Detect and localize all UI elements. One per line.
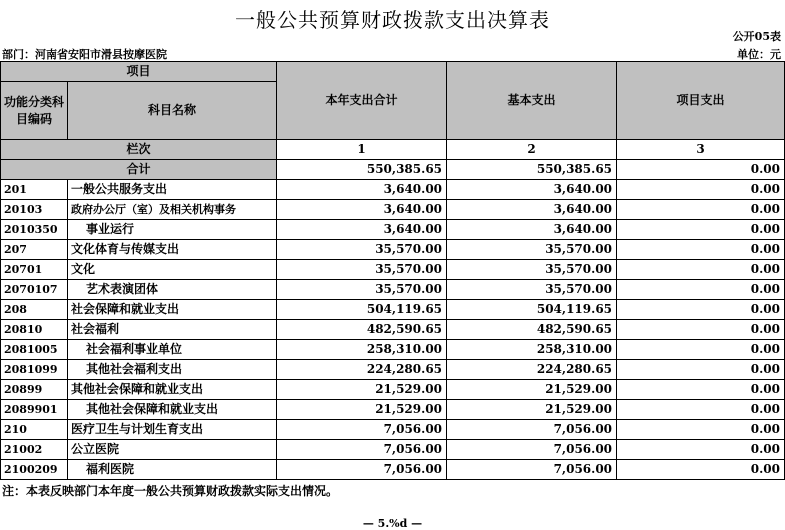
row-total: 7,056.00	[277, 440, 447, 460]
table-row	[1, 420, 785, 440]
col-num-1: 1	[277, 140, 447, 160]
row-project: 0.00	[617, 240, 785, 260]
row-name: 文化	[68, 260, 277, 280]
row-code: 20899	[1, 380, 68, 400]
row-total: 504,119.65	[277, 300, 447, 320]
table-note: 注：本表反映部门本年度一般公共预算财政拨款实际支出情况。	[2, 484, 339, 498]
row-total: 3,640.00	[277, 180, 447, 200]
table-row	[1, 180, 785, 200]
row-total: 3,640.00	[277, 200, 447, 220]
row-basic: 21,529.00	[447, 380, 617, 400]
table-row	[1, 320, 785, 340]
row-project: 0.00	[617, 420, 785, 440]
row-code: 20701	[1, 260, 68, 280]
row-basic: 7,056.00	[447, 420, 617, 440]
row-name: 福利医院	[68, 460, 277, 480]
table-row	[1, 460, 785, 480]
row-project: 0.00	[617, 220, 785, 240]
table-row	[1, 220, 785, 240]
col-num-3: 3	[617, 140, 785, 160]
report-title: 一般公共预算财政拨款支出决算表	[235, 8, 550, 32]
row-total: 35,570.00	[277, 280, 447, 300]
row-name: 医疗卫生与计划生育支出	[68, 420, 277, 440]
row-basic: 35,570.00	[447, 260, 617, 280]
table-row	[1, 200, 785, 220]
row-total: 35,570.00	[277, 240, 447, 260]
row-code: 21002	[1, 440, 68, 460]
row-code: 2081005	[1, 340, 68, 360]
total-basic: 550,385.65	[447, 160, 617, 180]
row-basic: 35,570.00	[447, 280, 617, 300]
row-basic: 482,590.65	[447, 320, 617, 340]
row-name: 其他社会保障和就业支出	[68, 400, 277, 420]
row-project: 0.00	[617, 200, 785, 220]
row-name: 公立医院	[68, 440, 277, 460]
expenditure-table	[0, 61, 785, 480]
table-row	[1, 260, 785, 280]
row-name: 艺术表演团体	[68, 280, 277, 300]
row-project: 0.00	[617, 380, 785, 400]
row-name: 文化体育与传媒支出	[68, 240, 277, 260]
row-name: 社会福利	[68, 320, 277, 340]
row-project: 0.00	[617, 320, 785, 340]
col-num-2: 2	[447, 140, 617, 160]
table-row	[1, 300, 785, 320]
row-name: 其他社会保障和就业支出	[68, 380, 277, 400]
table-row	[1, 340, 785, 360]
header-name: 科目名称	[68, 82, 277, 140]
row-total: 7,056.00	[277, 420, 447, 440]
row-basic: 3,640.00	[447, 200, 617, 220]
row-total: 258,310.00	[277, 340, 447, 360]
row-project: 0.00	[617, 440, 785, 460]
row-basic: 7,056.00	[447, 440, 617, 460]
row-project: 0.00	[617, 460, 785, 480]
row-basic: 35,570.00	[447, 240, 617, 260]
header-col2: 基本支出	[447, 62, 617, 140]
row-project: 0.00	[617, 180, 785, 200]
row-code: 2089901	[1, 400, 68, 420]
row-project: 0.00	[617, 340, 785, 360]
row-total: 21,529.00	[277, 400, 447, 420]
table-row	[1, 240, 785, 260]
department-label: 部门：河南省安阳市滑县按摩医院	[2, 48, 167, 61]
row-basic: 258,310.00	[447, 340, 617, 360]
row-code: 2081099	[1, 360, 68, 380]
row-basic: 224,280.65	[447, 360, 617, 380]
page-footer: — 5.%d —	[362, 517, 423, 530]
form-number: 公开05表	[732, 30, 781, 43]
row-code: 2100209	[1, 460, 68, 480]
row-name: 一般公共服务支出	[68, 180, 277, 200]
table-row	[1, 280, 785, 300]
row-basic: 21,529.00	[447, 400, 617, 420]
row-project: 0.00	[617, 360, 785, 380]
row-code: 207	[1, 240, 68, 260]
row-label: 栏次	[1, 140, 277, 160]
row-name: 政府办公厅（室）及相关机构事务	[68, 200, 277, 220]
row-code: 20810	[1, 320, 68, 340]
row-basic: 3,640.00	[447, 220, 617, 240]
row-total: 3,640.00	[277, 220, 447, 240]
row-name: 社会保障和就业支出	[68, 300, 277, 320]
row-name: 社会福利事业单位	[68, 340, 277, 360]
row-project: 0.00	[617, 260, 785, 280]
row-name: 其他社会福利支出	[68, 360, 277, 380]
header-col3: 项目支出	[617, 62, 785, 140]
total-total: 550,385.65	[277, 160, 447, 180]
row-project: 0.00	[617, 280, 785, 300]
header-item: 项目	[1, 62, 277, 82]
header-col1: 本年支出合计	[277, 62, 447, 140]
total-row	[1, 160, 785, 180]
table-row	[1, 400, 785, 420]
row-code: 208	[1, 300, 68, 320]
table-row	[1, 360, 785, 380]
row-basic: 3,640.00	[447, 180, 617, 200]
header-code: 功能分类科目编码	[1, 82, 68, 140]
row-total: 35,570.00	[277, 260, 447, 280]
row-code: 20103	[1, 200, 68, 220]
row-total: 7,056.00	[277, 460, 447, 480]
row-name: 事业运行	[68, 220, 277, 240]
row-total: 224,280.65	[277, 360, 447, 380]
row-basic: 504,119.65	[447, 300, 617, 320]
table-row	[1, 380, 785, 400]
table-row	[1, 440, 785, 460]
row-total: 21,529.00	[277, 380, 447, 400]
row-project: 0.00	[617, 400, 785, 420]
row-code: 2070107	[1, 280, 68, 300]
row-code: 210	[1, 420, 68, 440]
total-label: 合计	[1, 160, 277, 180]
row-basic: 7,056.00	[447, 460, 617, 480]
row-project: 0.00	[617, 300, 785, 320]
row-total: 482,590.65	[277, 320, 447, 340]
total-project: 0.00	[617, 160, 785, 180]
unit-label: 单位：元	[737, 48, 781, 61]
row-code: 2010350	[1, 220, 68, 240]
row-code: 201	[1, 180, 68, 200]
